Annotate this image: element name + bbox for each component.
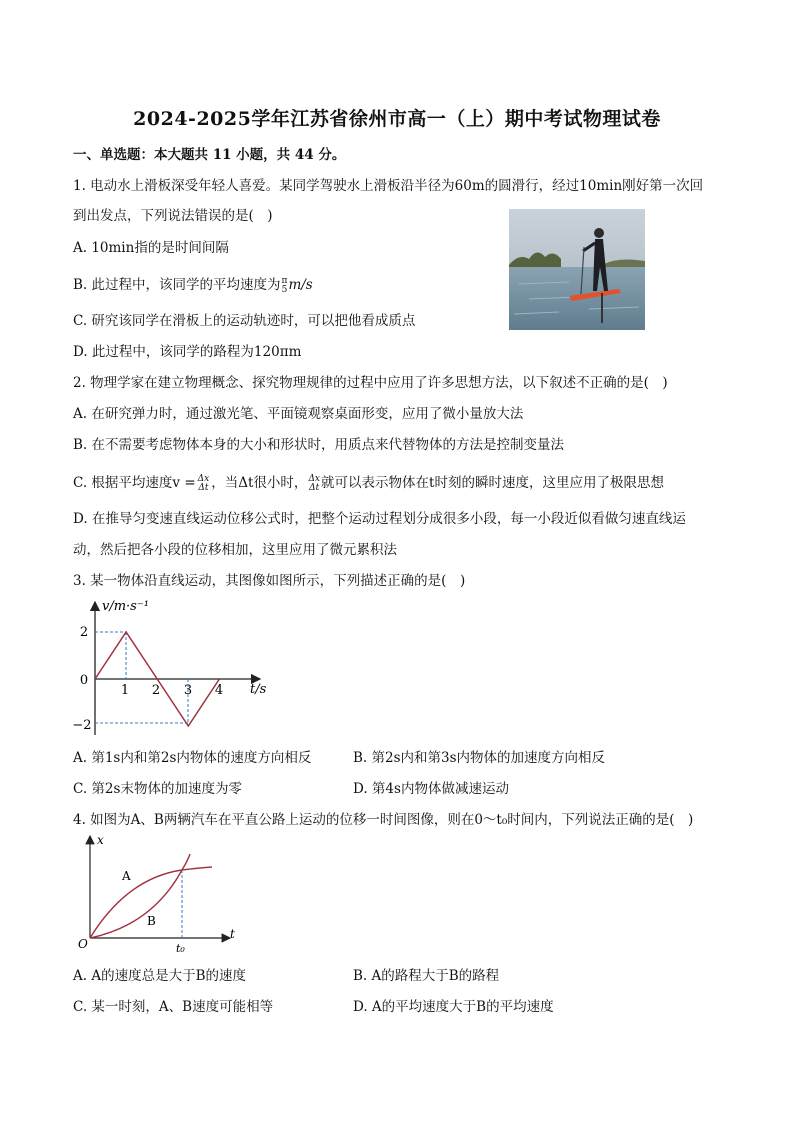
q2-option-c-fraction-2: [308, 475, 320, 493]
fraction-numerator: π: [281, 275, 288, 286]
q2-option-d-line2: 动，然后把各小段的位移相加，这里应用了微元累积法: [73, 542, 397, 558]
origin-label: O: [78, 937, 88, 951]
x-tick-1: 1: [120, 683, 130, 698]
q2-option-c-middle: ，当Δt很小时，: [211, 475, 308, 491]
q3-option-b: B. 第2s内和第3s内物体的加速度方向相反: [353, 750, 606, 766]
q1-option-c: C. 研究该同学在滑板上的运动轨迹时，可以把他看成质点: [73, 313, 416, 329]
q2-option-c: [73, 474, 664, 493]
q2-option-c-text: C. 根据平均速度v =: [73, 475, 196, 491]
x-tick-4: 4: [214, 683, 224, 698]
q1-option-b-text: B. 此过程中，该同学的平均速度为: [73, 277, 281, 293]
q3-stem: 3. 某一物体沿直线运动，其图像如图所示，下列描述正确的是( ): [73, 573, 466, 589]
q2-option-c-fraction: [198, 475, 210, 493]
exam-title: 2024-2025学年江苏省徐州市高一（上）期中考试物理试卷: [133, 108, 661, 130]
y-axis-label: x: [97, 833, 104, 847]
q4-option-d: D. A的平均速度大于B的平均速度: [353, 999, 554, 1015]
q1-option-b: [73, 276, 313, 295]
q4-stem: 4. 如图为A、B两辆汽车在平直公路上运动的位移一时间图像，则在0～t₀时间内，下列说法正确的是( ): [73, 812, 694, 828]
y-axis-label: v/m·s⁻¹: [102, 599, 149, 614]
fraction-numerator: Δx: [308, 473, 321, 484]
curve-a-label: A: [122, 869, 131, 883]
q1-option-b-unit: m/s: [288, 277, 313, 293]
fraction-denominator: Δt: [309, 482, 320, 493]
q2-option-d-line1: D. 在推导匀变速直线运动位移公式时，把整个运动过程划分成很多小段，每一小段近似看做匀速直线运: [73, 511, 686, 527]
y-tick-0: 0: [79, 673, 89, 688]
fraction-denominator: Δt: [198, 482, 209, 493]
q4-option-b: B. A的路程大于B的路程: [353, 968, 500, 984]
q1-option-a: A. 10min指的是时间间隔: [73, 240, 229, 256]
q2-option-b: B. 在不需要考虑物体本身的大小和形状时，用质点来代替物体的方法是控制变量法: [73, 437, 565, 453]
q1-stem-line2: 到出发点，下列说法错误的是( ): [73, 208, 273, 224]
q4-xt-graph: [72, 830, 252, 955]
q3-vt-graph: [70, 592, 290, 742]
q3-option-c: C. 第2s末物体的加速度为零: [73, 781, 242, 797]
curve-b-label: B: [147, 914, 156, 928]
q3-option-a: A. 第1s内和第2s内物体的速度方向相反: [73, 750, 312, 766]
x-axis-label: t/s: [250, 682, 267, 697]
x-tick-3: 3: [183, 683, 193, 698]
y-tick-2: 2: [79, 625, 89, 640]
section-heading: 一、单选题：本大题共 11 小题，共 44 分。: [73, 147, 346, 163]
fraction-numerator: Δx: [197, 473, 210, 484]
x-tick-2: 2: [151, 683, 161, 698]
q2-stem: 2. 物理学家在建立物理概念、探究物理规律的过程中应用了许多思想方法，以下叙述不正确的是( ): [73, 375, 668, 391]
hydrofoil-photo: [509, 209, 645, 330]
q1-option-b-fraction: [282, 277, 288, 295]
curve-b: [90, 854, 190, 938]
q1-stem-line1: 1. 电动水上滑板深受年轻人喜爱。某同学驾驶水上滑板沿半径为60m的圆滑行，经过10min刚好第一次回: [73, 178, 704, 194]
t0-label: t₀: [176, 942, 185, 955]
fraction-denominator: 5: [281, 284, 288, 295]
q4-option-c: C. 某一时刻，A、B速度可能相等: [73, 999, 274, 1015]
q2-option-a: A. 在研究弹力时，通过激光笔、平面镜观察桌面形变，应用了微小量放大法: [73, 406, 524, 422]
x-axis-label: t: [230, 927, 235, 941]
q3-option-d: D. 第4s内物体做减速运动: [353, 781, 509, 797]
q2-option-c-end: 就可以表示物体在t时刻的瞬时速度，这里应用了极限思想: [321, 475, 664, 491]
q1-option-d: D. 此过程中，该同学的路程为120πm: [73, 344, 302, 360]
q4-option-a: A. A的速度总是大于B的速度: [73, 968, 247, 984]
y-tick-neg2: −2: [72, 718, 92, 733]
